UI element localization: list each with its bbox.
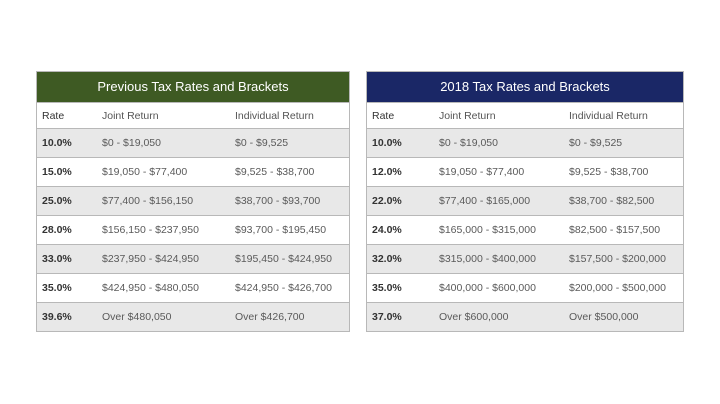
table-row <box>37 186 349 215</box>
current-tax-table <box>366 71 684 332</box>
table-row <box>37 157 349 186</box>
rate-cell: 35.0% <box>42 282 72 294</box>
rate-column-header: Rate <box>42 109 65 122</box>
individual-column-header: Individual Return <box>235 109 314 122</box>
joint-cell: $424,950 - $480,050 <box>102 282 199 294</box>
table-row <box>37 302 349 331</box>
previous-tax-table <box>36 71 350 332</box>
rate-cell: 33.0% <box>42 253 72 265</box>
individual-cell: $424,950 - $426,700 <box>235 282 332 294</box>
joint-cell: $237,950 - $424,950 <box>102 253 199 265</box>
rate-cell: 35.0% <box>372 282 402 294</box>
individual-cell: $38,700 - $93,700 <box>235 195 321 207</box>
individual-column-header: Individual Return <box>569 109 648 122</box>
previous-table-title: Previous Tax Rates and Brackets <box>37 72 349 102</box>
previous-table-header-row <box>37 102 349 128</box>
table-row <box>37 128 349 157</box>
rate-cell: 15.0% <box>42 166 72 178</box>
individual-cell: $0 - $9,525 <box>235 137 289 149</box>
individual-cell: $93,700 - $195,450 <box>235 224 327 236</box>
joint-cell: $77,400 - $165,000 <box>439 195 531 207</box>
joint-column-header: Joint Return <box>439 109 496 122</box>
joint-cell: Over $480,050 <box>102 311 172 323</box>
joint-column-header: Joint Return <box>102 109 159 122</box>
table-row <box>367 273 683 302</box>
individual-cell: $195,450 - $424,950 <box>235 253 332 265</box>
table-row <box>367 157 683 186</box>
table-row <box>367 128 683 157</box>
individual-cell: Over $426,700 <box>235 311 305 323</box>
individual-cell: $157,500 - $200,000 <box>569 253 666 265</box>
joint-cell: $0 - $19,050 <box>102 137 161 149</box>
individual-cell: $82,500 - $157,500 <box>569 224 661 236</box>
rate-cell: 28.0% <box>42 224 72 236</box>
joint-cell: $19,050 - $77,400 <box>439 166 525 178</box>
individual-cell: Over $500,000 <box>569 311 639 323</box>
individual-cell: $9,525 - $38,700 <box>569 166 649 178</box>
rate-cell: 10.0% <box>42 137 72 149</box>
rate-cell: 10.0% <box>372 137 402 149</box>
joint-cell: $0 - $19,050 <box>439 137 498 149</box>
joint-cell: $165,000 - $315,000 <box>439 224 536 236</box>
rate-cell: 22.0% <box>372 195 402 207</box>
joint-cell: $19,050 - $77,400 <box>102 166 188 178</box>
individual-cell: $200,000 - $500,000 <box>569 282 666 294</box>
table-row <box>367 186 683 215</box>
table-row <box>367 244 683 273</box>
rate-cell: 39.6% <box>42 311 72 323</box>
individual-cell: $0 - $9,525 <box>569 137 623 149</box>
rate-cell: 12.0% <box>372 166 402 178</box>
rate-column-header: Rate <box>372 109 395 122</box>
individual-cell: $38,700 - $82,500 <box>569 195 655 207</box>
table-row <box>367 215 683 244</box>
rate-cell: 37.0% <box>372 311 402 323</box>
current-table-header-row <box>367 102 683 128</box>
table-row <box>37 215 349 244</box>
joint-cell: $400,000 - $600,000 <box>439 282 536 294</box>
joint-cell: Over $600,000 <box>439 311 509 323</box>
joint-cell: $77,400 - $156,150 <box>102 195 194 207</box>
joint-cell: $156,150 - $237,950 <box>102 224 199 236</box>
current-table-title: 2018 Tax Rates and Brackets <box>367 72 683 102</box>
joint-cell: $315,000 - $400,000 <box>439 253 536 265</box>
rate-cell: 32.0% <box>372 253 402 265</box>
table-row <box>37 244 349 273</box>
individual-cell: $9,525 - $38,700 <box>235 166 315 178</box>
table-row <box>37 273 349 302</box>
rate-cell: 25.0% <box>42 195 72 207</box>
rate-cell: 24.0% <box>372 224 402 236</box>
table-row <box>367 302 683 331</box>
